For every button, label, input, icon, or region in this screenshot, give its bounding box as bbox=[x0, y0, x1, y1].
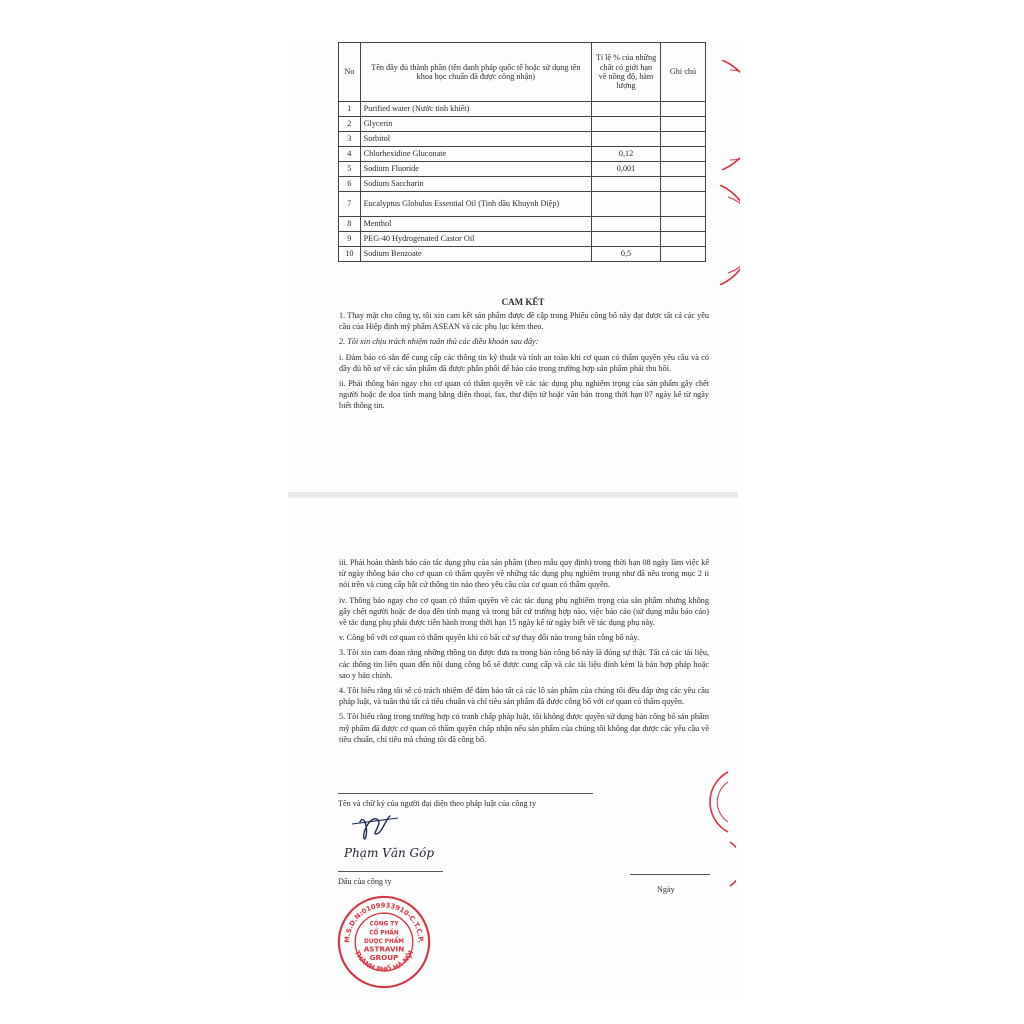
table-row bbox=[339, 147, 706, 162]
cell-ingredient-name: Sodium Benzoate bbox=[360, 247, 591, 262]
cell-note bbox=[660, 162, 705, 177]
signature-rule bbox=[338, 793, 593, 794]
edge-seal-fragment-lower bbox=[688, 770, 732, 834]
cell-note bbox=[660, 247, 705, 262]
cell-note bbox=[660, 192, 705, 217]
cell-ingredient-name: Menthol bbox=[360, 217, 591, 232]
cell-percent bbox=[592, 117, 661, 132]
cell-note bbox=[660, 132, 705, 147]
table-row bbox=[339, 232, 706, 247]
header-ingredient-name: Tên đầy đủ thành phần (tên danh pháp quốc tế hoặc sử dụng tên khoa học chuẩn đã được công nhận) bbox=[360, 43, 591, 102]
stamp-rule bbox=[338, 871, 443, 872]
ingredients-table bbox=[338, 42, 706, 262]
paragraph: 3. Tôi xin cam đoan rằng những thông tin được đưa ra trong bản công bố này là đúng sự thật. Tất cả các tài liệu, các thông tin liên quan đến nội dung công bố sẽ được cung cấp và các tài liệu đính kèm là bản hợp pháp hoặc sao y bản chính. bbox=[339, 648, 709, 680]
commitment-text-page1 bbox=[339, 310, 709, 416]
cell-percent bbox=[592, 232, 661, 247]
edge-seal-fragment-bottom bbox=[706, 840, 736, 888]
paragraph: iii. Phải hoàn thành báo cáo tác dụng phụ của sản phẩm (theo mẫu quy định) trong thời hạn 08 ngày làm việc kể từ ngày thông báo cho cơ quan có thẩm quyền về những tác dụng phụ nghiêm trọng như đã nêu trong mục 2 ii nói trên và cung cấp bất cứ thông tin nào theo yêu cầu của cơ quan có thẩm quyền. bbox=[339, 558, 709, 590]
cell-ingredient-name: Chlorhexidine Gluconate bbox=[360, 147, 591, 162]
signatory-name: Phạm Văn Góp bbox=[344, 846, 435, 860]
cell-ingredient-name: Sorbitol bbox=[360, 132, 591, 147]
date-label: Ngày bbox=[657, 885, 675, 894]
cell-note bbox=[660, 102, 705, 117]
header-percent: Tỉ lệ % của những chất có giới hạn về nồng độ, hàm lượng bbox=[592, 43, 661, 102]
cell-percent bbox=[592, 132, 661, 147]
cell-no: 6 bbox=[339, 177, 361, 192]
cell-no: 2 bbox=[339, 117, 361, 132]
cell-ingredient-name: PEG-40 Hydrogenated Castor Oil bbox=[360, 232, 591, 247]
page-separator bbox=[288, 492, 738, 498]
cell-no: 7 bbox=[339, 192, 361, 217]
paragraph: v. Công bố với cơ quan có thẩm quyền khi có bất cứ sự thay đổi nào trong bản công bố này. bbox=[339, 633, 640, 643]
cell-note bbox=[660, 177, 705, 192]
edge-seal-fragment-middle bbox=[716, 185, 740, 285]
cell-no: 9 bbox=[339, 232, 361, 247]
table-row bbox=[339, 117, 706, 132]
cell-note bbox=[660, 147, 705, 162]
cell-note bbox=[660, 217, 705, 232]
cell-no: 4 bbox=[339, 147, 361, 162]
table-body bbox=[339, 102, 706, 262]
cell-percent bbox=[592, 102, 661, 117]
seal-text-line: DƯỢC PHẨM bbox=[363, 938, 405, 945]
cell-percent: 0,001 bbox=[592, 162, 661, 177]
edge-seal-fragment-top bbox=[718, 60, 740, 170]
table-header-row bbox=[339, 43, 706, 102]
stamp-label: Dấu của công ty bbox=[338, 877, 392, 886]
cell-ingredient-name: Sodium Fluoride bbox=[360, 162, 591, 177]
cell-percent bbox=[592, 177, 661, 192]
seal-text-line: GROUP bbox=[369, 953, 399, 963]
seal-text-line: CỔ PHẦN bbox=[369, 930, 399, 937]
cell-percent: 0,5 bbox=[592, 247, 661, 262]
table-row bbox=[339, 217, 706, 232]
cell-percent bbox=[592, 192, 661, 217]
cell-note bbox=[660, 117, 705, 132]
cell-no: 5 bbox=[339, 162, 361, 177]
cell-ingredient-name: Glycerin bbox=[360, 117, 591, 132]
cell-note bbox=[660, 232, 705, 247]
table-row bbox=[339, 247, 706, 262]
commitment-heading: CAM KẾT bbox=[501, 297, 545, 307]
paragraph: 1. Thay mặt cho công ty, tôi xin cam kết sản phẩm được đề cập trong Phiếu công bố này đạt được tất cả các yêu cầu của Hiệp định mỹ phẩm ASEAN và các phụ lục kèm theo. bbox=[339, 311, 709, 332]
signature-label: Tên và chữ ký của người đại diện theo pháp luật của công ty bbox=[338, 799, 537, 808]
table-row bbox=[339, 162, 706, 177]
date-rule bbox=[630, 874, 710, 875]
cell-ingredient-name: Purified water (Nước tinh khiết) bbox=[360, 102, 591, 117]
seal-text-line: ASTRAVIN bbox=[363, 944, 405, 954]
svg-text:THÀNH PHỐ HÀ NỘI: THÀNH PHỐ HÀ NỘI bbox=[352, 949, 416, 974]
cell-percent bbox=[592, 217, 661, 232]
table-row bbox=[339, 192, 706, 217]
cell-percent: 0,12 bbox=[592, 147, 661, 162]
paragraph: 4. Tôi hiểu rằng tôi sẽ có trách nhiệm để đảm bảo tất cả các lô sản phẩm của chúng tôi đều đáp ứng các yêu cầu pháp luật, và tuân thủ tất cả tiêu chuẩn và chỉ tiêu sản phẩm đã được công bố với cơ quan có thẩm quyền. bbox=[339, 686, 709, 707]
table-row bbox=[339, 177, 706, 192]
cell-no: 10 bbox=[339, 247, 361, 262]
paragraph: 2. Tôi xin chịu trách nhiệm tuân thủ các điều khoản sau đây: bbox=[339, 337, 539, 347]
cell-no: 8 bbox=[339, 217, 361, 232]
header-no: No bbox=[339, 43, 361, 102]
company-seal bbox=[336, 894, 432, 990]
cell-no: 3 bbox=[339, 132, 361, 147]
paragraph: iv. Thông báo ngay cho cơ quan có thẩm quyền về các tác dụng phụ nghiêm trọng của sản phẩm nhưng không gây chết người hoặc đe dọa đến tính mạng và trong bất cứ trường hợp nào, việc báo cáo (sử dụng mẫu báo cáo) về tác dụng phụ phải được tiến hành trong thời hạn 15 ngày kể từ ngày biết về tác dụng phụ này. bbox=[339, 595, 709, 628]
cell-ingredient-name: Sodium Saccharin bbox=[360, 177, 591, 192]
table-row bbox=[339, 102, 706, 117]
cell-ingredient-name: Eucalyptus Globulus Essential Oil (Tinh dầu Khuynh Diệp) bbox=[360, 192, 591, 217]
paragraph: ii. Phải thông báo ngay cho cơ quan có thẩm quyền về các tác dụng phụ nghiêm trọng của sản phẩm gây chết người hoặc đe dọa tính mạng bằng điện thoại, fax, thư điện tử hoặc văn bản trong thời hạn 07 ngày kể từ ngày biết thông tin. bbox=[339, 379, 709, 411]
header-note: Ghi chú bbox=[660, 43, 705, 102]
cell-no: 1 bbox=[339, 102, 361, 117]
paragraph: 5. Tôi hiểu rằng trong trường hợp có tranh chấp pháp luật, tôi không được quyền sử dụng bản công bố sản phẩm mỹ phẩm đã được cơ quan có thẩm quyền chấp nhận nếu sản phẩm của chúng tôi không đạt được các yêu cầu về tiêu chuẩn, chỉ tiêu mà chúng tôi đã công bố. bbox=[339, 712, 709, 744]
seal-text-line: CÔNG TY bbox=[369, 921, 399, 928]
paragraph: i. Đảm bảo có sẵn để cung cấp các thông tin kỹ thuật và tính an toàn khi cơ quan có thẩm quyền yêu cầu và có đầy đủ hồ sơ về các sản phẩm đã được phân phối để báo cáo trong trường hợp sản phẩm phải thu hồi. bbox=[339, 352, 709, 373]
table-row bbox=[339, 132, 706, 147]
svg-text:M.S.D.N:0109933910-C.T.C.P.: M.S.D.N:0109933910-C.T.C.P. bbox=[343, 901, 425, 944]
commitment-text-page2 bbox=[339, 557, 709, 749]
